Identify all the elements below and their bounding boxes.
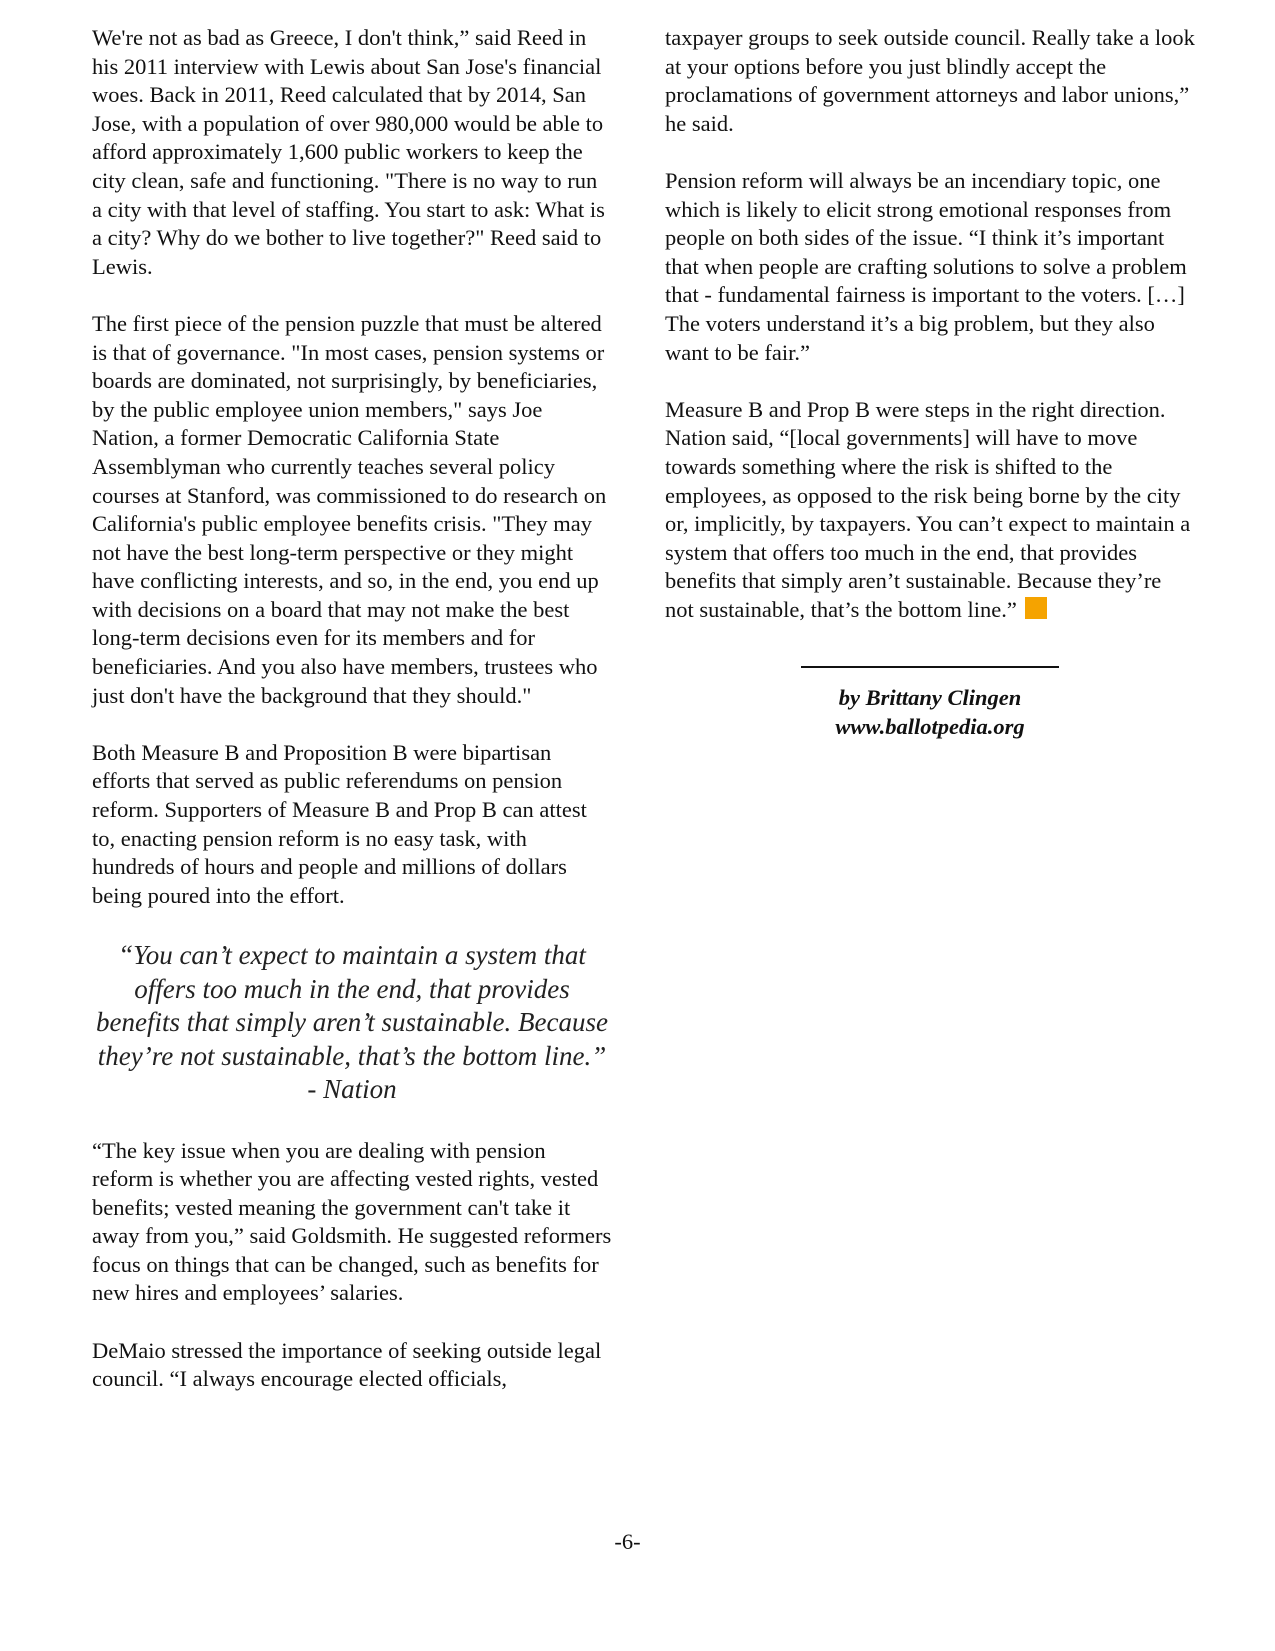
end-of-article-square-icon [1025,597,1047,619]
byline-author: by Brittany Clingen [838,685,1022,711]
left-column [92,24,612,1422]
right-column [665,24,1195,742]
article-paragraph: Pension reform will always be an incendiary topic, one which is likely to elicit strong emotional responses from people on both sides of the issue. “I think it’s important that when people are crafting solutions to solve a problem that - fundamental fairness is important to the voters. […] The voters understand it’s a big problem, but they also want to be fair.” [665,167,1187,365]
byline [665,684,1195,741]
byline-divider [801,666,1059,668]
article-paragraph: DeMaio stressed the importance of seeking outside legal council. “I always encourage elected officials, [92,1337,602,1392]
article-paragraph-final [665,396,1195,625]
article-paragraph: We're not as bad as Greece, I don't think,” said Reed in his 2011 interview with Lewis about San Jose's financial woes. Back in 2011, Reed calculated that by 2014, San Jose, with a population of over 980,000 would be able to afford approximately 1,600 public workers to keep the city clean, safe and functioning. "There is no way to run a city with that level of staffing. You start to ask: What is a city? Why do we bother to live together?" Reed said to Lewis. [92,25,605,279]
article-paragraph: The first piece of the pension puzzle that must be altered is that of governance. "In most cases, pension systems or boards are dominated, not surprisingly, by beneficiaries, by the public employee union members," says Joe Nation, a former Democratic California State Assemblyman who currently teaches several policy courses at Stanford, was commissioned to do research on California's public employee benefits crisis. "They may not have the best long-term perspective or they might have conflicting interests, and so, in the end, you end up with decisions on a board that may not make the best long-term decisions even for its members and for beneficiaries. And you also have members, trustees who just don't have the background that they should." [92,310,607,708]
page-number: -6- [614,1529,641,1554]
byline-website: www.ballotpedia.org [835,714,1025,740]
pull-quote: “You can’t expect to maintain a system that offers too much in the end, that provides benefits that simply aren’t sustainable. Because they’re not sustainable, that’s the bottom line.” - Nation [96,940,608,1104]
article-paragraph: “The key issue when you are dealing with pension reform is whether you are affecting vested rights, vested benefits; vested meaning the government can't take it away from you,” said Goldsmith. He suggested reformers focus on things that can be changed, such as benefits for new hires and employees’ salaries. [92,1137,612,1306]
article-paragraph: Both Measure B and Proposition B were bipartisan efforts that served as public referendums on pension reform. Supporters of Measure B and Prop B can attest to, enacting pension reform is no easy task, with hundreds of hours and people and millions of dollars being poured into the effort. [92,739,587,908]
article-paragraph: taxpayer groups to seek outside council. Really take a look at your options before you just blindly accept the proclamations of government attorneys and labor unions,” he said. [665,25,1195,136]
article-paragraph-text: Measure B and Prop B were steps in the right direction. Nation said, “[local governments] will have to move towards something where the risk is shifted to the employees, as opposed to the risk being borne by the city or, implicitly, by taxpayers. You can’t expect to maintain a system that offers too much in the end, that provides benefits that simply aren’t sustainable. Because they’re not sustainable, that’s the bottom line.” [665,396,1191,622]
